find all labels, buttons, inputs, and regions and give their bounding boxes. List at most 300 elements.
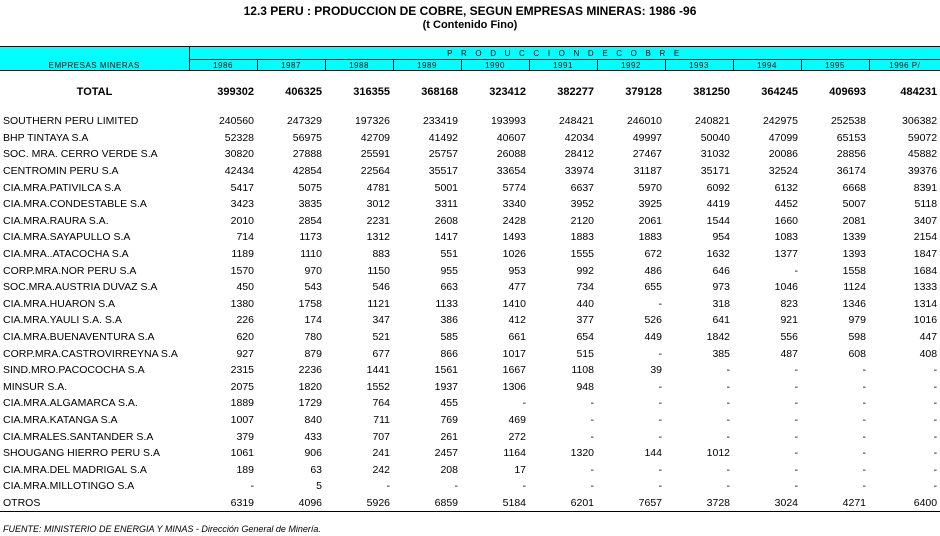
production-cell: -	[658, 380, 662, 393]
production-cell: 1660	[774, 214, 798, 227]
production-cell: -	[933, 447, 938, 460]
production-cell: 1883	[638, 231, 662, 244]
production-cell: 5970	[638, 181, 662, 194]
production-cell: 318	[712, 297, 730, 310]
production-cell: 979	[848, 314, 866, 327]
production-cell: 654	[576, 331, 594, 344]
production-cell: 1124	[843, 281, 866, 294]
table-row	[0, 395, 940, 412]
production-cell: 63	[310, 463, 322, 476]
production-cell: 4271	[801, 495, 869, 512]
production-cell: 521	[372, 331, 390, 344]
total-cell: 381250	[693, 86, 730, 98]
production-cell: 1150	[367, 264, 390, 277]
total-cell: 399302	[217, 86, 254, 98]
company-column-header: EMPRESAS MINERAS	[0, 47, 189, 71]
production-cell: 879	[304, 347, 322, 360]
production-cell: 27467	[632, 148, 662, 161]
production-cell: 3012	[366, 198, 390, 211]
production-cell: 3835	[298, 198, 322, 211]
production-cell: 174	[304, 314, 322, 327]
production-cell: 1346	[842, 297, 866, 310]
production-cell: 2854	[298, 214, 322, 227]
year-header: 1988	[325, 60, 393, 71]
production-cell: -	[794, 463, 798, 476]
production-cell: 2061	[638, 214, 662, 227]
production-cell: 261	[440, 430, 458, 443]
production-cell: 551	[440, 248, 458, 261]
year-header: 1986	[189, 60, 257, 71]
production-cell: 6637	[570, 181, 594, 194]
production-cell: 5075	[298, 181, 322, 194]
production-cell: 6201	[529, 495, 597, 512]
production-cell: 6400	[869, 495, 940, 512]
production-cell: 240821	[694, 115, 730, 128]
production-cell: 646	[712, 264, 730, 277]
production-cell: 585	[440, 331, 458, 344]
table-row	[0, 312, 940, 329]
production-cell: 764	[372, 397, 390, 410]
production-cell: 47099	[768, 131, 798, 144]
production-cell: -	[726, 413, 730, 426]
total-cell: 368168	[421, 86, 458, 98]
company-name: CIA.MRA.SAYAPULLO S.A	[3, 231, 131, 244]
production-cell: 39376	[907, 165, 938, 178]
production-cell: 734	[576, 281, 594, 294]
production-cell: 440	[576, 297, 594, 310]
production-cell: 598	[848, 331, 866, 344]
production-cell: 1842	[706, 331, 730, 344]
total-row	[0, 71, 940, 114]
production-cell: -	[522, 480, 526, 493]
production-cell: 5774	[502, 181, 526, 194]
production-cell: 28412	[564, 148, 594, 161]
production-cell: 661	[508, 331, 526, 344]
production-cell: -	[726, 380, 730, 393]
production-cell: 41492	[428, 131, 458, 144]
production-cell: 2120	[570, 214, 594, 227]
production-cell: 3340	[502, 198, 526, 211]
production-cell: 1417	[434, 231, 458, 244]
production-cell: 973	[712, 281, 730, 294]
production-cell: 3952	[570, 198, 594, 211]
production-cell: 42434	[224, 165, 254, 178]
production-cell: 35171	[700, 165, 730, 178]
production-cell: 1083	[774, 231, 798, 244]
production-cell: -	[794, 264, 798, 277]
production-cell: 412	[508, 314, 526, 327]
production-cell: -	[794, 430, 798, 443]
total-cell: 379128	[625, 86, 662, 98]
production-cell: -	[794, 380, 798, 393]
production-cell: 1544	[706, 214, 730, 227]
production-cell: 248421	[558, 115, 594, 128]
production-cell: 823	[780, 297, 798, 310]
table-row	[0, 461, 940, 478]
year-header: 1991	[529, 60, 597, 71]
company-name: CIA.MRA.RAURA S.A.	[3, 214, 109, 227]
production-cell: 1017	[502, 347, 526, 360]
production-cell: 246010	[626, 115, 662, 128]
production-cell: 25591	[360, 148, 390, 161]
total-label: TOTAL	[76, 86, 113, 98]
production-cell: -	[658, 480, 662, 493]
production-cell: -	[933, 380, 938, 393]
production-cell: -	[658, 463, 662, 476]
table-title: 12.3 PERU : PRODUCCION DE COBRE, SEGUN EMPRESAS MINERAS: 1986 -96	[243, 4, 697, 18]
production-cell: 56975	[292, 131, 322, 144]
company-name: CIA.MRALES.SANTANDER S.A	[3, 430, 154, 443]
production-cell: -	[590, 480, 594, 493]
production-cell: 252538	[830, 115, 866, 128]
production-cell: 921	[780, 314, 798, 327]
production-cell: 2236	[298, 364, 322, 377]
production-cell: 241	[372, 447, 390, 460]
production-cell: 28856	[836, 148, 866, 161]
production-cell: 42709	[360, 131, 390, 144]
total-cell: 409693	[829, 86, 866, 98]
production-cell: 33654	[496, 165, 526, 178]
production-cell: 1026	[502, 248, 526, 261]
company-name: BHP TINTAYA S.A	[3, 131, 89, 144]
production-cell: 2608	[434, 214, 458, 227]
table-row	[0, 229, 940, 246]
production-cell: 1937	[434, 380, 458, 393]
production-cell: 655	[644, 281, 662, 294]
table-row	[0, 279, 940, 296]
production-cell: 714	[236, 231, 254, 244]
production-cell: 672	[644, 248, 662, 261]
production-cell: 22564	[360, 165, 390, 178]
production-cell: 1410	[502, 297, 526, 310]
production-cell: 663	[440, 281, 458, 294]
production-cell: 45882	[907, 148, 938, 161]
production-cell: 27888	[292, 148, 322, 161]
production-cell: 3423	[230, 198, 254, 211]
production-cell: 59072	[907, 131, 938, 144]
production-cell: -	[933, 364, 938, 377]
production-cell: 189	[236, 463, 254, 476]
production-cell: -	[794, 397, 798, 410]
production-cell: 1441	[366, 364, 390, 377]
production-cell: 25757	[428, 148, 458, 161]
company-name: MINSUR S.A.	[3, 380, 68, 393]
production-cell: -	[933, 463, 938, 476]
production-cell: 620	[236, 331, 254, 344]
production-cell: 1758	[298, 297, 322, 310]
company-name: CIA.MRA.BUENAVENTURA S.A	[3, 331, 155, 344]
table-row	[0, 196, 940, 213]
production-cell: 242	[372, 463, 390, 476]
production-cell: 385	[712, 347, 730, 360]
production-cell: 450	[236, 281, 254, 294]
production-cell: -	[862, 364, 866, 377]
production-cell: 955	[440, 264, 458, 277]
production-cell: 1889	[230, 397, 254, 410]
production-cell: 1393	[842, 248, 866, 261]
production-cell: 5	[316, 480, 322, 493]
production-cell: 306382	[902, 115, 938, 128]
table-row	[0, 478, 940, 495]
production-cell: -	[794, 413, 798, 426]
production-cell: -	[250, 480, 254, 493]
production-cell: 556	[780, 331, 798, 344]
company-name: CORP.MRA.CASTROVIRREYNA S.A	[3, 347, 178, 360]
total-cell: 406325	[285, 86, 322, 98]
production-cell: -	[794, 364, 798, 377]
production-cell: 707	[372, 430, 390, 443]
production-cell: 455	[440, 397, 458, 410]
production-cell: 50040	[700, 131, 730, 144]
company-name: CIA.MRA.MILLOTINGO S.A	[3, 480, 135, 493]
production-cell: 4419	[706, 198, 730, 211]
company-name: CIA.MRA..ATACOCHA S.A	[3, 248, 129, 261]
production-cell: 1561	[434, 364, 458, 377]
production-cell: 883	[372, 248, 390, 261]
table-row	[0, 379, 940, 396]
production-cell: 31187	[633, 165, 662, 178]
table-row	[0, 163, 940, 180]
company-name: CIA.MRA.DEL MADRIGAL S.A	[3, 463, 147, 476]
company-name: CORP.MRA.NOR PERU S.A	[3, 264, 137, 277]
production-cell: 144	[644, 447, 662, 460]
table-row	[0, 246, 940, 263]
year-header: 1995	[801, 60, 869, 71]
production-cell: 953	[508, 264, 526, 277]
production-cell: 4096	[257, 495, 325, 512]
production-cell: 641	[712, 314, 730, 327]
production-cell: 6319	[189, 495, 257, 512]
production-cell: 1110	[300, 248, 322, 261]
total-cell: 316355	[353, 86, 390, 98]
table-row	[0, 296, 940, 313]
production-cell: 40607	[496, 131, 526, 144]
production-cell: 948	[576, 380, 594, 393]
production-cell: 543	[304, 281, 322, 294]
total-cell: 364245	[761, 86, 798, 98]
production-cell: 3728	[665, 495, 733, 512]
year-header: 1996 P/	[869, 60, 940, 71]
company-name: SOC.MRA.AUSTRIA DUVAZ S.A	[3, 281, 158, 294]
production-cell: -	[726, 364, 730, 377]
year-header: 1994	[733, 60, 801, 71]
source-note: FUENTE: MINISTERIO DE ENERGIA Y MINAS - Dirección General de Minería.	[3, 524, 321, 534]
table-row	[0, 345, 940, 362]
production-cell: -	[386, 480, 390, 493]
production-cell: 1121	[367, 297, 390, 310]
year-header: 1993	[665, 60, 733, 71]
production-cell: 30820	[224, 148, 254, 161]
production-cell: -	[454, 480, 458, 493]
production-cell: 1555	[570, 248, 594, 261]
company-name: CENTROMIN PERU S.A	[3, 165, 119, 178]
table-row	[0, 179, 940, 196]
table-row	[0, 329, 940, 346]
production-cell: 8391	[913, 181, 938, 194]
company-name: SIND.MRO.PACOCOCHA S.A	[3, 364, 145, 377]
production-cell: 2428	[502, 214, 526, 227]
company-name: SOUTHERN PERU LIMITED	[3, 115, 139, 128]
production-cell: 6668	[842, 181, 866, 194]
total-cell: 323412	[489, 86, 526, 98]
production-cell: 5417	[230, 181, 254, 194]
production-cell: 1883	[570, 231, 594, 244]
production-cell: -	[590, 430, 594, 443]
production-cell: 5001	[434, 181, 458, 194]
production-cell: 447	[919, 331, 938, 344]
production-cell: 1320	[570, 447, 594, 460]
production-cell: -	[658, 297, 662, 310]
production-cell: -	[726, 480, 730, 493]
company-name: CIA.MRA.ALGAMARCA S.A.	[3, 397, 138, 410]
production-cell: 42034	[564, 131, 594, 144]
production-cell: 240560	[218, 115, 254, 128]
production-cell: 20086	[768, 148, 798, 161]
production-cell: 208	[440, 463, 458, 476]
table-row	[0, 213, 940, 230]
production-cell: -	[590, 397, 594, 410]
production-cell: 927	[236, 347, 254, 360]
production-cell: 1007	[230, 413, 254, 426]
production-cell: 546	[372, 281, 390, 294]
production-cell: 1312	[366, 231, 390, 244]
production-cell: 866	[440, 347, 458, 360]
production-cell: 1570	[230, 264, 254, 277]
company-name: SHOUGANG HIERRO PERU S.A	[3, 447, 160, 460]
production-cell: 1684	[913, 264, 938, 277]
production-cell: 1380	[230, 297, 254, 310]
production-cell: 272	[508, 430, 526, 443]
production-cell: 6092	[706, 181, 730, 194]
production-cell: 1820	[298, 380, 322, 393]
production-cell: 3024	[733, 495, 801, 512]
production-cell: 1133	[435, 297, 458, 310]
production-cell: 515	[576, 347, 594, 360]
production-cell: 954	[712, 231, 730, 244]
production-cell: 1667	[502, 364, 526, 377]
production-cell: 42854	[292, 165, 322, 178]
production-cell: 1339	[842, 231, 866, 244]
production-cell: 377	[576, 314, 594, 327]
production-cell: 2315	[230, 364, 254, 377]
production-cell: 769	[440, 413, 458, 426]
production-cell: 3407	[913, 214, 938, 227]
production-cell: 1552	[366, 380, 390, 393]
production-cell: 32524	[768, 165, 798, 178]
company-name: SOC. MRA. CERRO VERDE S.A	[3, 148, 158, 161]
production-cell: 1314	[913, 297, 938, 310]
production-cell: -	[862, 413, 866, 426]
production-cell: 526	[644, 314, 662, 327]
production-cell: -	[522, 397, 526, 410]
production-cell: 4781	[366, 181, 390, 194]
company-name: CIA.MRA.KATANGA S.A	[3, 413, 118, 426]
production-cell: 17	[514, 463, 526, 476]
production-cell: 39	[650, 364, 662, 377]
production-cell: 433	[304, 430, 322, 443]
production-cell: 379	[236, 430, 254, 443]
production-cell: 65153	[836, 131, 866, 144]
production-cell: -	[726, 397, 730, 410]
production-cell: 2154	[913, 231, 938, 244]
production-cell: 6132	[774, 181, 798, 194]
year-header: 1990	[461, 60, 529, 71]
production-cell: -	[862, 480, 866, 493]
production-cell: -	[794, 480, 798, 493]
production-cell: 31032	[700, 148, 730, 161]
production-cell: -	[933, 430, 938, 443]
table-row	[0, 495, 940, 512]
table-row	[0, 146, 940, 163]
production-cell: 1377	[774, 248, 798, 261]
production-cell: -	[862, 397, 866, 410]
table-row	[0, 445, 940, 462]
production-cell: 1046	[774, 281, 798, 294]
company-name: OTROS	[0, 495, 189, 512]
production-cell: 1012	[706, 447, 730, 460]
production-cell: -	[658, 430, 662, 443]
production-cell: 49997	[632, 131, 662, 144]
production-cell: -	[726, 463, 730, 476]
production-cell: 486	[644, 264, 662, 277]
production-cell: 449	[644, 331, 662, 344]
table-row	[0, 428, 940, 445]
production-cell: -	[658, 347, 662, 360]
production-cell: 36174	[836, 165, 866, 178]
production-cell: 2231	[366, 214, 390, 227]
production-cell: 5007	[842, 198, 866, 211]
production-cell: 677	[372, 347, 390, 360]
production-cell: -	[862, 463, 866, 476]
year-header: 1989	[393, 60, 461, 71]
production-cell: 6859	[393, 495, 461, 512]
production-cell: -	[590, 413, 594, 426]
table-subtitle: (t Contenido Fino)	[422, 19, 518, 31]
table-row	[0, 412, 940, 429]
production-cell: -	[933, 397, 938, 410]
production-cell: 1164	[503, 447, 526, 460]
production-group-header: P R O D U C C I O N D E C O B R E	[189, 47, 940, 60]
production-cell: -	[794, 447, 798, 460]
production-cell: -	[726, 430, 730, 443]
production-cell: 1729	[298, 397, 322, 410]
table-row	[0, 113, 940, 130]
production-cell: 347	[372, 314, 390, 327]
production-cell: 3925	[638, 198, 662, 211]
production-cell: 26088	[496, 148, 526, 161]
production-cell: 780	[304, 331, 322, 344]
production-cell: 1333	[913, 281, 938, 294]
company-name: CIA.MRA.CONDESTABLE S.A	[3, 198, 147, 211]
table-row	[0, 130, 940, 147]
production-cell: 2081	[842, 214, 866, 227]
year-header: 1987	[257, 60, 325, 71]
production-cell: 469	[508, 413, 526, 426]
production-cell: -	[862, 380, 866, 393]
production-cell: 1558	[842, 264, 866, 277]
production-cell: 5184	[461, 495, 529, 512]
production-cell: 1306	[502, 380, 526, 393]
company-name: CIA.MRA.YAULI S.A. S.A	[3, 314, 122, 327]
production-cell: 33974	[564, 165, 594, 178]
year-header: 1992	[597, 60, 665, 71]
production-cell: 840	[304, 413, 322, 426]
production-cell: 2010	[230, 214, 254, 227]
production-cell: -	[658, 397, 662, 410]
production-cell: 4452	[774, 198, 798, 211]
production-cell: 1189	[231, 248, 254, 261]
production-cell: 1108	[571, 364, 594, 377]
